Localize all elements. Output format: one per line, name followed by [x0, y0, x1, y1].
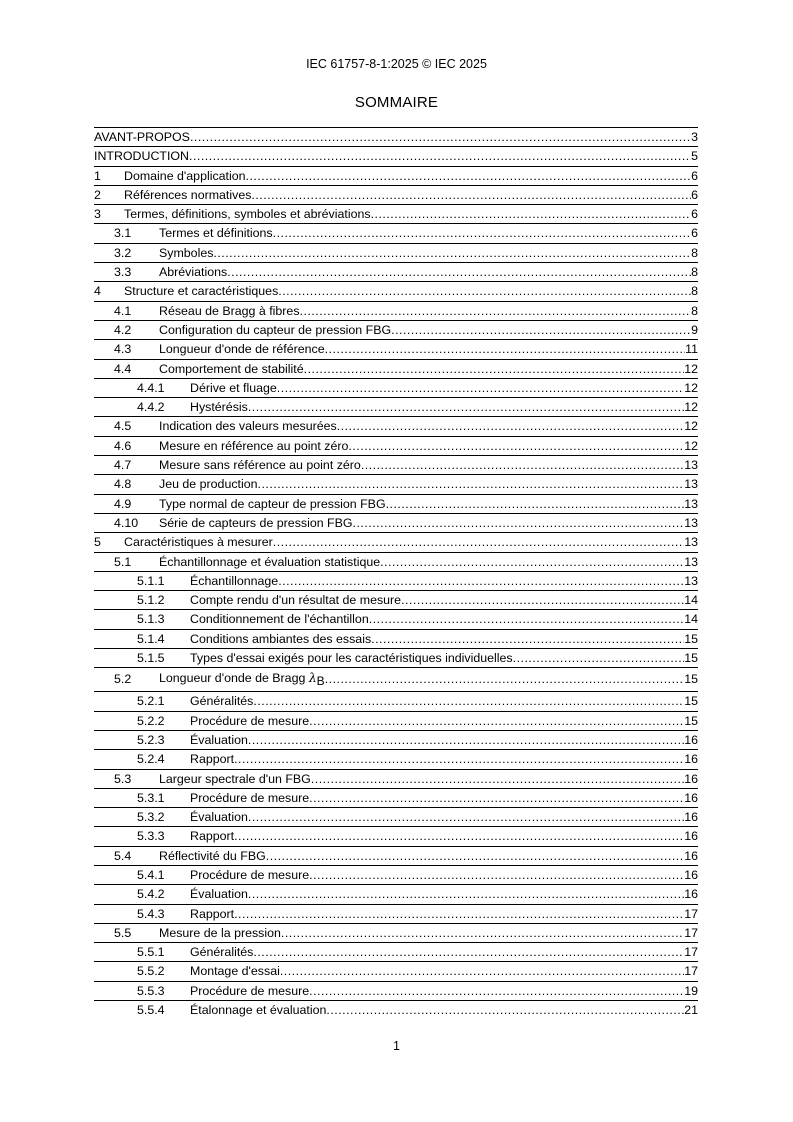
toc-entry[interactable] — [94, 416, 698, 435]
toc-entry-number: 4.2 — [114, 322, 132, 337]
dot-leader — [326, 1001, 684, 1017]
toc-entry-number: 3.2 — [114, 245, 132, 260]
table-of-contents — [94, 127, 698, 1019]
toc-entry-page: 16 — [684, 810, 698, 825]
dot-leader — [253, 692, 684, 708]
toc-entry[interactable] — [94, 262, 698, 281]
toc-entry[interactable] — [94, 127, 698, 146]
dot-leader — [371, 630, 684, 646]
toc-entry-label — [190, 789, 309, 805]
toc-entry-title: Largeur spectrale d'un FBG — [159, 771, 311, 786]
toc-entry-title: Termes, définitions, symboles et abréviations — [124, 207, 371, 222]
toc-entry[interactable] — [94, 667, 698, 691]
toc-entry-number: 4.4 — [114, 361, 132, 376]
toc-entry-label — [190, 572, 278, 588]
toc-entry-label — [190, 885, 248, 901]
toc-entry-page: 17 — [684, 945, 698, 960]
toc-entry[interactable] — [94, 359, 698, 378]
toc-entry-label — [124, 167, 246, 183]
toc-entry-title: Hystérésis — [190, 400, 248, 415]
toc-entry-title: Dérive et fluage — [190, 380, 277, 395]
toc-entry-label — [124, 533, 273, 549]
toc-entry-number: 5.5.3 — [137, 983, 165, 998]
toc-entry[interactable] — [94, 1000, 698, 1019]
toc-entry-label — [159, 553, 380, 569]
toc-entry-label — [94, 128, 190, 144]
toc-entry-label — [190, 610, 369, 626]
dot-leader — [369, 610, 684, 626]
toc-entry-title: Type normal de capteur de pression FBG — [159, 496, 386, 511]
dot-leader — [234, 905, 684, 921]
dot-leader — [513, 649, 685, 665]
toc-entry[interactable] — [94, 397, 698, 416]
toc-entry-number: 5.4.1 — [137, 867, 165, 882]
toc-entry[interactable] — [94, 904, 698, 923]
dot-leader — [325, 668, 685, 686]
toc-entry[interactable] — [94, 923, 698, 942]
toc-entry[interactable] — [94, 961, 698, 980]
toc-entry-number: 4.10 — [114, 515, 139, 530]
toc-entry-number: 5.3.3 — [137, 829, 165, 844]
toc-entry-page: 13 — [684, 477, 698, 492]
dot-leader — [309, 712, 684, 728]
toc-entry-number: 4.8 — [114, 477, 132, 492]
toc-entry[interactable] — [94, 807, 698, 826]
toc-entry-title: Configuration du capteur de pression FBG — [159, 322, 392, 337]
toc-entry-page: 13 — [684, 496, 698, 511]
dot-leader — [189, 147, 691, 163]
dot-leader — [348, 437, 684, 453]
toc-entry-page: 12 — [684, 400, 698, 415]
toc-entry-label — [190, 398, 248, 414]
toc-entry-title: Réseau de Bragg à fibres — [159, 303, 300, 318]
dot-leader — [304, 360, 685, 376]
toc-entry-number: 5.5.1 — [137, 945, 165, 960]
toc-entry-label — [159, 437, 348, 453]
dot-leader — [386, 495, 685, 511]
toc-entry-number: 5.1.2 — [137, 593, 165, 608]
toc-entry-page: 13 — [684, 515, 698, 530]
toc-entry-label — [159, 321, 391, 337]
toc-entry-page: 13 — [684, 458, 698, 473]
toc-entry-label — [159, 244, 213, 260]
toc-entry-page: 17 — [684, 964, 698, 979]
toc-entry-title: Série de capteurs de pression FBG — [159, 515, 353, 530]
toc-entry-title: INTRODUCTION — [94, 149, 189, 164]
dot-leader — [371, 205, 692, 221]
toc-entry-label — [190, 379, 277, 395]
toc-entry-number: 5.2.4 — [137, 752, 165, 767]
toc-entry[interactable] — [94, 513, 698, 532]
toc-entry-title: Échantillonnage — [190, 573, 279, 588]
toc-entry[interactable] — [94, 590, 698, 609]
dot-leader — [273, 533, 684, 549]
toc-entry-page: 16 — [684, 848, 698, 863]
toc-entry-page: 17 — [684, 906, 698, 921]
toc-entry[interactable] — [94, 320, 698, 339]
toc-entry-page: 12 — [684, 380, 698, 395]
toc-entry-number: 5.1.1 — [137, 573, 165, 588]
toc-entry-title: Étalonnage et évaluation — [190, 1003, 327, 1018]
dot-leader — [190, 128, 691, 144]
toc-entry-title: Longueur d'onde de Bragg — [159, 671, 306, 686]
dot-leader — [309, 866, 684, 882]
toc-entry-label — [159, 360, 304, 376]
dot-leader — [300, 302, 692, 318]
toc-entry-number: 5.3.2 — [137, 810, 165, 825]
toc-entry-page: 14 — [684, 612, 698, 627]
toc-entry-number: 4.7 — [114, 458, 132, 473]
toc-entry-number: 5.4.3 — [137, 906, 165, 921]
toc-entry-title: Procédure de mesure — [190, 713, 310, 728]
toc-entry-label — [159, 924, 281, 940]
dot-leader — [246, 167, 692, 183]
toc-entry-page: 8 — [691, 265, 698, 280]
toc-entry-label — [124, 282, 278, 298]
toc-entry-number: 5 — [94, 535, 101, 550]
toc-entry-title: Comportement de stabilité — [159, 361, 304, 376]
toc-entry-title: Rapport — [190, 752, 235, 767]
toc-entry-page: 9 — [691, 322, 698, 337]
toc-entry-title: Montage d'essai — [190, 964, 280, 979]
toc-entry-label — [190, 827, 234, 843]
toc-entry-title: Évaluation — [190, 810, 248, 825]
toc-entry[interactable] — [94, 146, 698, 165]
toc-entry-page: 11 — [685, 342, 698, 357]
dot-leader — [277, 379, 684, 395]
toc-entry-number: 3.1 — [114, 226, 132, 241]
toc-entry-number: 5.3 — [114, 771, 132, 786]
toc-entry-page: 16 — [684, 732, 698, 747]
toc-entry-label — [190, 962, 280, 978]
toc-entry-label — [124, 186, 251, 202]
toc-entry-page: 12 — [684, 438, 698, 453]
toc-entry-number: 5.1 — [114, 554, 132, 569]
toc-entry-label — [159, 668, 325, 688]
toc-entry-label — [190, 808, 248, 824]
toc-entry-title: Généralités — [190, 945, 254, 960]
toc-entry-label — [190, 712, 309, 728]
toc-entry-label — [190, 750, 234, 766]
toc-entry-label — [190, 943, 253, 959]
toc-entry-title: Compte rendu d'un résultat de mesure — [190, 593, 402, 608]
document-header: IEC 61757-8-1:2025 © IEC 2025 — [306, 57, 487, 71]
dot-leader — [325, 340, 685, 356]
dot-leader — [309, 789, 684, 805]
dot-leader — [227, 263, 691, 279]
dot-leader — [248, 885, 684, 901]
toc-entry-label — [190, 731, 248, 747]
toc-entry-number: 5.4 — [114, 848, 132, 863]
toc-entry-title: Procédure de mesure — [190, 867, 310, 882]
dot-leader — [280, 962, 684, 978]
toc-entry[interactable] — [94, 846, 698, 865]
toc-entry-title: Références normatives — [124, 187, 252, 202]
toc-entry[interactable] — [94, 455, 698, 474]
toc-entry-page: 8 — [691, 284, 698, 299]
toc-entry-label — [124, 205, 371, 221]
toc-entry-title: Rapport — [190, 906, 235, 921]
toc-entry-page: 16 — [684, 752, 698, 767]
toc-entry[interactable] — [94, 243, 698, 262]
dot-leader — [273, 224, 691, 240]
toc-entry-number: 5.5.4 — [137, 1003, 165, 1018]
toc-entry[interactable] — [94, 884, 698, 903]
toc-entry[interactable] — [94, 166, 698, 185]
toc-entry-page: 21 — [684, 1003, 698, 1018]
toc-entry-label — [190, 630, 371, 646]
toc-entry-number: 4.9 — [114, 496, 132, 511]
toc-entry-label — [190, 982, 309, 998]
dot-leader — [309, 982, 684, 998]
toc-entry-number: 2 — [94, 187, 101, 202]
toc-entry-label — [190, 649, 513, 665]
dot-leader — [248, 398, 684, 414]
dot-leader — [278, 572, 684, 588]
toc-entry[interactable] — [94, 981, 698, 1000]
lambda-subscript: B — [316, 674, 325, 689]
toc-entry-page: 14 — [684, 593, 698, 608]
toc-entry-title: Échantillonnage et évaluation statistique — [159, 554, 381, 569]
toc-entry-page: 15 — [684, 713, 698, 728]
toc-entry-title: Mesure sans référence au point zéro — [159, 458, 361, 473]
toc-entry-number: 5.4.2 — [137, 887, 165, 902]
toc-entry-label — [94, 147, 189, 163]
toc-entry-page: 17 — [684, 925, 698, 940]
toc-entry-page: 12 — [684, 419, 698, 434]
toc-entry-label — [159, 263, 227, 279]
toc-entry-number: 5.1.4 — [137, 631, 165, 646]
toc-entry-label — [190, 1001, 326, 1017]
dot-leader — [353, 514, 685, 530]
toc-entry-number: 4.3 — [114, 342, 132, 357]
toc-entry-page: 12 — [684, 361, 698, 376]
toc-entry-number: 4 — [94, 284, 101, 299]
toc-entry-page: 16 — [684, 829, 698, 844]
toc-entry-page: 16 — [684, 887, 698, 902]
dot-leader — [234, 750, 684, 766]
page-title: SOMMAIRE — [354, 94, 439, 111]
toc-entry-number: 5.2 — [114, 672, 132, 687]
toc-entry-title: Caractéristiques à mesurer — [124, 535, 273, 550]
toc-entry[interactable] — [94, 691, 698, 710]
toc-entry-title: Évaluation — [190, 887, 248, 902]
toc-entry[interactable] — [94, 788, 698, 807]
toc-entry-title: Symboles — [159, 245, 214, 260]
dot-leader — [281, 924, 684, 940]
toc-entry[interactable] — [94, 281, 698, 300]
toc-entry-page: 8 — [691, 245, 698, 260]
toc-entry-label — [159, 514, 353, 530]
toc-entry[interactable] — [94, 532, 698, 551]
toc-entry[interactable] — [94, 571, 698, 590]
toc-entry-number: 3 — [94, 207, 101, 222]
toc-entry-title: Rapport — [190, 829, 235, 844]
dot-leader — [380, 553, 684, 569]
dot-leader — [266, 847, 684, 863]
toc-entry-page: 6 — [691, 168, 698, 183]
toc-entry-title: Types d'essai exigés pour les caractéristiques individuelles — [190, 651, 513, 666]
toc-entry[interactable] — [94, 769, 698, 788]
dot-leader — [248, 731, 684, 747]
toc-entry-label — [159, 456, 361, 472]
toc-entry[interactable] — [94, 711, 698, 730]
toc-entry-label — [190, 591, 401, 607]
dot-leader — [213, 244, 691, 260]
dot-leader — [278, 282, 691, 298]
toc-entry-title: Abréviations — [159, 265, 228, 280]
toc-entry-page: 19 — [684, 983, 698, 998]
toc-entry-number: 1 — [94, 168, 101, 183]
toc-entry-number: 5.5 — [114, 925, 132, 940]
toc-entry[interactable] — [94, 185, 698, 204]
toc-entry-page: 3 — [691, 130, 698, 144]
toc-entry[interactable] — [94, 942, 698, 961]
toc-entry[interactable] — [94, 730, 698, 749]
toc-entry-number: 4.4.2 — [137, 400, 165, 415]
toc-entry-title: Jeu de production — [159, 477, 258, 492]
toc-entry[interactable] — [94, 609, 698, 628]
toc-entry-page: 5 — [691, 149, 698, 164]
dot-leader — [253, 943, 684, 959]
toc-entry[interactable] — [94, 378, 698, 397]
dot-leader — [251, 186, 691, 202]
toc-entry-number: 5.1.5 — [137, 651, 165, 666]
toc-entry-page: 6 — [691, 226, 698, 241]
toc-entry[interactable] — [94, 826, 698, 845]
toc-entry-title: AVANT-PROPOS — [94, 130, 190, 144]
toc-entry-title: Mesure de la pression — [159, 925, 281, 940]
toc-entry-label — [190, 866, 309, 882]
toc-entry[interactable] — [94, 629, 698, 648]
page-number: 1 — [393, 1039, 400, 1053]
toc-entry-page: 16 — [684, 771, 698, 786]
toc-entry-title: Généralités — [190, 694, 254, 709]
dot-leader — [361, 456, 684, 472]
toc-entry-label — [159, 340, 325, 356]
toc-entry[interactable] — [94, 749, 698, 768]
toc-entry-title: Conditions ambiantes des essais — [190, 631, 372, 646]
toc-entry-label — [159, 224, 273, 240]
toc-entry[interactable] — [94, 865, 698, 884]
dot-leader — [258, 475, 685, 491]
toc-entry-number: 4.4.1 — [137, 380, 165, 395]
toc-entry-label — [190, 905, 234, 921]
toc-entry-number: 5.5.2 — [137, 964, 165, 979]
toc-entry-title: Procédure de mesure — [190, 983, 310, 998]
toc-entry[interactable] — [94, 223, 698, 242]
dot-leader — [234, 827, 684, 843]
toc-entry-number: 4.5 — [114, 419, 132, 434]
toc-entry-title: Réflectivité du FBG — [159, 848, 266, 863]
toc-entry-number: 5.2.3 — [137, 732, 165, 747]
toc-entry-label — [159, 847, 266, 863]
toc-entry-label — [159, 475, 258, 491]
dot-leader — [248, 808, 684, 824]
toc-entry[interactable] — [94, 474, 698, 493]
dot-leader — [391, 321, 691, 337]
toc-entry-number: 5.3.1 — [137, 790, 165, 805]
toc-entry-page: 13 — [684, 573, 698, 588]
toc-entry-label — [159, 495, 386, 511]
toc-entry-number: 5.1.3 — [137, 612, 165, 627]
toc-entry-page: 16 — [684, 790, 698, 805]
toc-entry-label — [190, 692, 253, 708]
toc-entry-number: 5.2.1 — [137, 694, 165, 709]
toc-entry-title: Structure et caractéristiques — [124, 284, 279, 299]
toc-entry-page: 6 — [691, 187, 698, 202]
toc-entry-title: Évaluation — [190, 732, 248, 747]
toc-entry-page: 16 — [684, 867, 698, 882]
toc-entry-title: Procédure de mesure — [190, 790, 310, 805]
toc-entry-page: 13 — [684, 535, 698, 550]
dot-leader — [401, 591, 684, 607]
toc-entry-number: 3.3 — [114, 265, 132, 280]
toc-entry[interactable] — [94, 552, 698, 571]
toc-entry-number: 5.2.2 — [137, 713, 165, 728]
toc-entry-page: 6 — [691, 207, 698, 222]
toc-entry-title: Indication des valeurs mesurées — [159, 419, 337, 434]
toc-entry-page: 15 — [684, 672, 698, 687]
dot-leader — [337, 417, 685, 433]
toc-entry-label — [159, 417, 337, 433]
toc-entry-page: 15 — [684, 694, 698, 709]
toc-entry-title: Termes et définitions — [159, 226, 273, 241]
toc-entry-page: 15 — [684, 651, 698, 666]
toc-entry-title: Domaine d'application — [124, 168, 246, 183]
toc-entry-page: 8 — [691, 303, 698, 318]
toc-entry[interactable] — [94, 301, 698, 320]
toc-entry-title: Conditionnement de l'échantillon — [190, 612, 369, 627]
toc-entry[interactable] — [94, 494, 698, 513]
toc-entry[interactable] — [94, 648, 698, 667]
toc-entry-number: 4.6 — [114, 438, 132, 453]
toc-entry-page: 13 — [684, 554, 698, 569]
toc-entry-number: 4.1 — [114, 303, 132, 318]
toc-entry[interactable] — [94, 204, 698, 223]
dot-leader — [311, 770, 684, 786]
toc-entry-title: Mesure en référence au point zéro — [159, 438, 349, 453]
toc-entry-title: Longueur d'onde de référence — [159, 342, 325, 357]
toc-entry[interactable] — [94, 339, 698, 358]
lambda-symbol: λ — [308, 670, 317, 686]
toc-entry[interactable] — [94, 436, 698, 455]
toc-entry-page: 15 — [684, 631, 698, 646]
toc-entry-label — [159, 302, 300, 318]
toc-entry-label — [159, 770, 311, 786]
